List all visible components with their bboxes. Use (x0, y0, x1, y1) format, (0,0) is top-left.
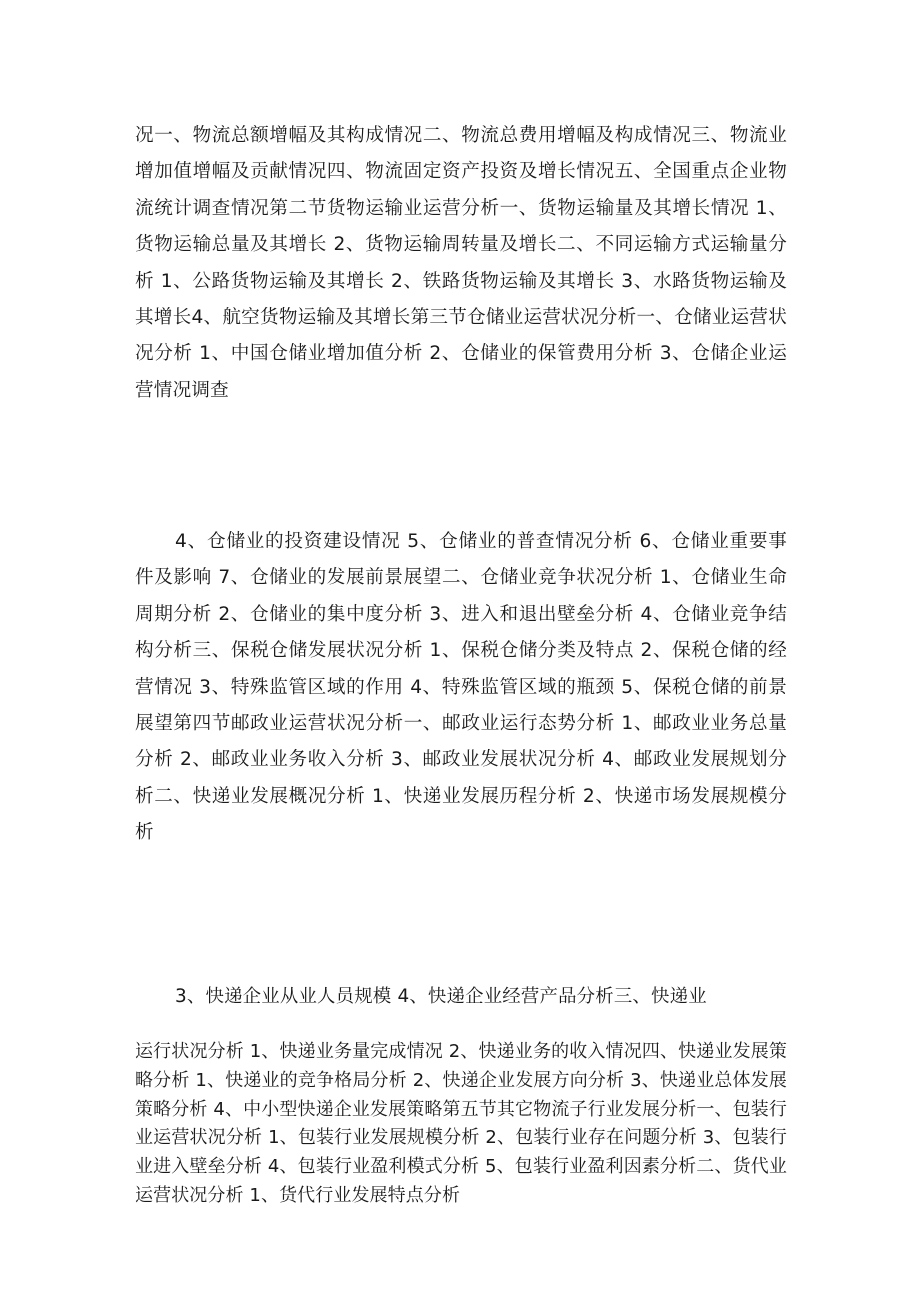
paragraph-express-intro: 3、快递企业从业人员规模 4、快递企业经营产品分析三、快递业 (175, 986, 707, 1007)
paragraph-express-packaging: 运行状况分析 1、快递业务量完成情况 2、快递业务的收入情况四、快递业发展策略分析 1、快递业的竞争格局分析 2、快递企业发展方向分析 3、快递业总体发展策略分析 4、中小型快递企业发展策略第五节其它物流子行业发展分析一、包装行业运营状况分析 1、包装行业发展规模分析 2、包装行业存在问题分析 3、包装行业进入壁垒分析 4、包装行业盈利模式分析 5、包装行业盈利因素分析二、货代业运营状况分析 1、货代行业发展特点分析 (135, 1041, 787, 1206)
paragraph-logistics-overview: 况一、物流总额增幅及其构成情况二、物流总费用增幅及构成情况三、物流业增加值增幅及贡献情况四、物流固定资产投资及增长情况五、全国重点企业物流统计调查情况第二节货物运输业运营分析一、货物运输量及其增长情况 1、货物运输总量及其增长 2、货物运输周转量及增长二、不同运输方式运输量分析 1、公路货物运输及其增长 2、铁路货物运输及其增长 3、水路货物运输及其增长4、航空货物运输及其增长第三节仓储业运营状况分析一、仓储业运营状况分析 1、中国仓储业增加值分析 2、仓储业的保管费用分析 3、仓储企业运营情况调查 (135, 125, 787, 401)
paragraph-warehousing-postal: 4、仓储业的投资建设情况 5、仓储业的普查情况分析 6、仓储业重要事件及影响 7、仓储业的发展前景展望二、仓储业竞争状况分析 1、仓储业生命周期分析 2、仓储业的集中度分析 3、进入和退出壁垒分析 4、仓储业竞争结构分析三、保税仓储发展状况分析 1、保税仓储分类及特点 2、保税仓储的经营情况 3、特殊监管区域的作用 4、特殊监管区域的瓶颈 5、保税仓储的前景展望第四节邮政业运营状况分析一、邮政业运行态势分析 1、邮政业业务总量分析 2、邮政业业务收入分析 3、邮政业发展状况分析 4、邮政业发展规划分析二、快递业发展概况分析 1、快递业发展历程分析 2、快递市场发展规模分析 (135, 531, 787, 844)
